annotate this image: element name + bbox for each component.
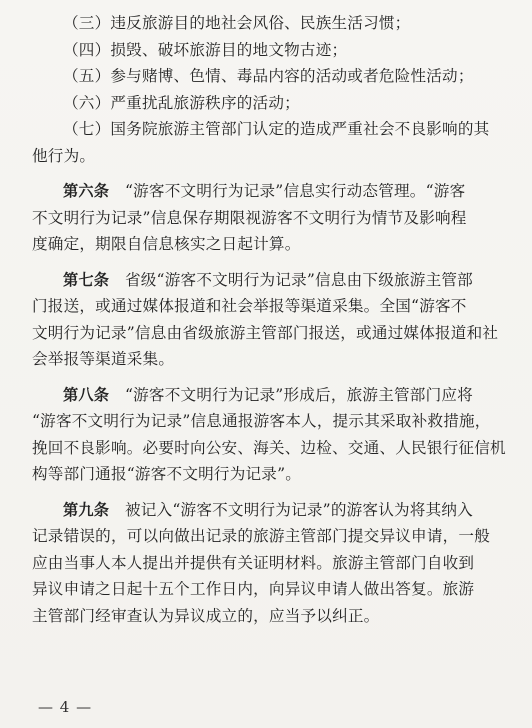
article-8-line-1 bbox=[32, 382, 504, 409]
article-7-line-3: 文明行为记录”信息由省级旅游主管部门报送，或通过媒体报道和社 bbox=[32, 323, 499, 342]
article-6-line-1 bbox=[32, 178, 504, 205]
article-7-line-2: 门报送，或通过媒体报道和社会举报等渠道采集。全国“游客不 bbox=[32, 297, 467, 315]
page-number: — 4 — bbox=[38, 698, 93, 716]
document-body bbox=[32, 10, 504, 629]
article-8-line-3: 挽回不良影响。必要时向公安、海关、边检、交通、人民银行征信机 bbox=[32, 438, 506, 457]
article-8-text-1: “游客不文明行为记录”形成后，旅游主管部门应将 bbox=[109, 385, 473, 404]
article-9-line-1 bbox=[32, 497, 504, 524]
article-9-line-4: 异议申请之日起十五个工作日内，向异议申请人做出答复。旅游 bbox=[32, 580, 475, 598]
list-item-7-line-2: 他行为。 bbox=[32, 146, 96, 165]
article-9-title: 第九条 bbox=[63, 500, 110, 519]
article-7-line-4: 会举报等渠道采集。 bbox=[32, 350, 175, 368]
list-item-6: （六）严重扰乱旅游秩序的活动； bbox=[63, 93, 300, 112]
article-7-line-1 bbox=[32, 267, 504, 294]
article-8-title: 第八条 bbox=[63, 385, 110, 404]
article-6-text-1: “游客不文明行为记录”信息实行动态管理。“游客 bbox=[109, 182, 466, 200]
article-6-title: 第六条 bbox=[63, 182, 110, 200]
article-6-line-3: 度确定，期限自信息核实之日起计算。 bbox=[32, 235, 301, 253]
list-item-4: （四）损毁、破坏旅游目的地文物古迹； bbox=[63, 40, 348, 59]
article-8-line-2: “游客不文明行为记录”信息通报游客本人，提示其采取补救措施， bbox=[32, 412, 491, 430]
article-9-line-2: 记录错误的，可以向做出记录的旅游主管部门提交异议申请，一般 bbox=[32, 527, 491, 545]
list-item-5: （五）参与赌博、色情、毒品内容的活动或者危险性活动； bbox=[63, 67, 474, 85]
list-item-7-line-1: （七）国务院旅游主管部门认定的造成严重社会不良影响的其 bbox=[63, 120, 490, 138]
article-9-line-5: 主管部门经审查认为异议成立的，应当予以纠正。 bbox=[32, 606, 380, 625]
article-8-line-4: 构等部门通报“游客不文明行为记录”。 bbox=[32, 465, 302, 483]
article-7-title: 第七条 bbox=[63, 270, 110, 289]
article-9-text-1: 被记入“游客不文明行为记录”的游客认为将其纳入 bbox=[109, 500, 473, 519]
list-item-3: （三）违反旅游目的地社会风俗、民族生活习惯； bbox=[63, 14, 411, 32]
article-7-text-1: 省级“游客不文明行为记录”信息由下级旅游主管部 bbox=[109, 270, 473, 289]
article-6-line-2: 不文明行为记录”信息保存期限视游客不文明行为情节及影响程 bbox=[32, 208, 467, 227]
article-9-line-3: 应由当事人本人提出并提供有关证明材料。旅游主管部门自收到 bbox=[32, 553, 475, 572]
